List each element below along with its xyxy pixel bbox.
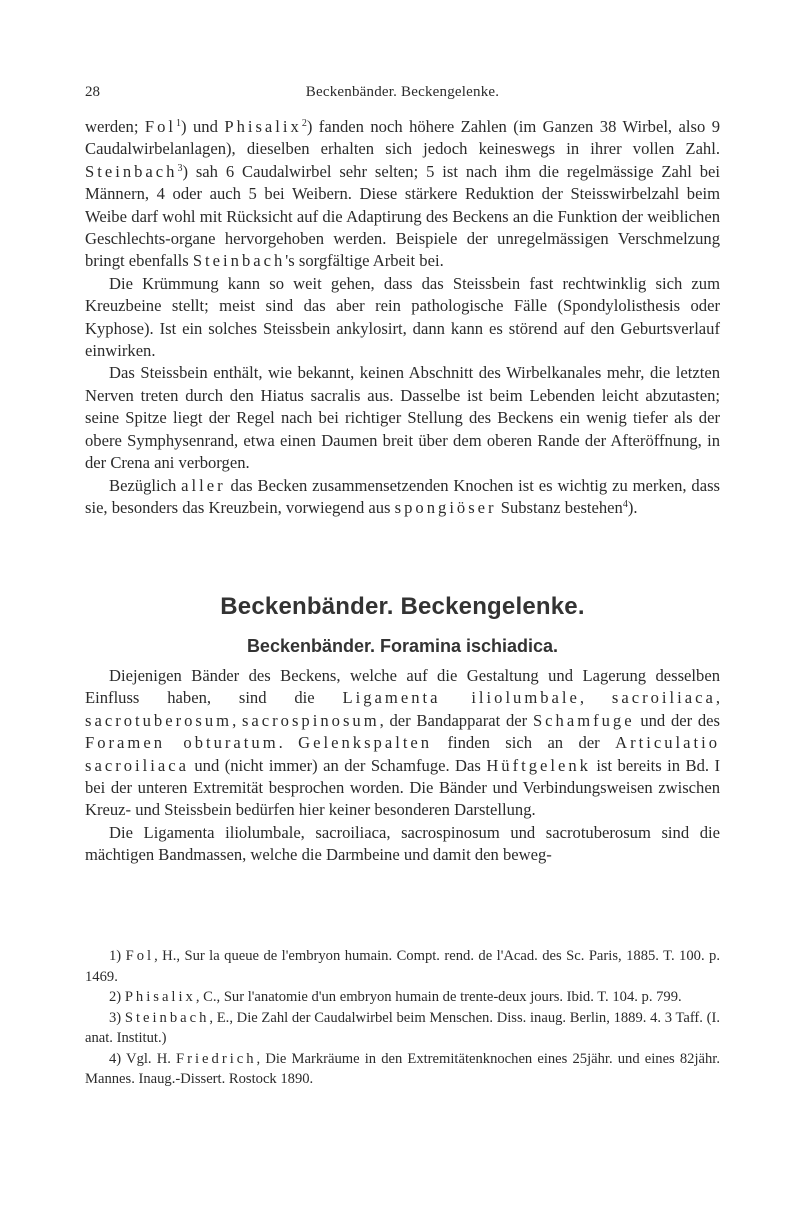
body-text [85, 116, 720, 519]
author-name: Phisalix [224, 117, 302, 136]
author-name: Fol [125, 948, 155, 964]
footnote-ref: 4 [622, 498, 628, 510]
emphasis: aller [181, 475, 226, 495]
running-head [85, 84, 720, 106]
emphasis: Foramen obturatum [85, 733, 279, 753]
paragraph-coccyx: Das Steissbein enthält, wie bekannt, keinen Abschnitt des Wirbelkanales mehr, die letzten Nerven treten durch den Hiatus sacralis aus. Dasselbe ist beim Lebenden leicht abzutasten; seine Spitze liegt der Regel nach bei richtiger Stellung des Beckens ein wenig tiefer als der obere Symphysenrand, etwa einen Daumen breit über dem oberen Rande der Afteröffnung, in der Crena ani verborgen. [85, 363, 720, 473]
page-number: 28 [85, 84, 100, 100]
emphasis: Gelenkspalten [298, 733, 433, 753]
author-name: Steinbach [192, 251, 286, 271]
footnote-ref: 1 [176, 118, 182, 129]
paragraph-curvature: Die Krümmung kann so weit gehen, dass das Steissbein fast rechtwinklig sich zum Kreuzbeine stellt; meist sind das aber rein pathologische Fälle (Spondylolisthesis oder Kyphose). Ist ein solches Steissbein ankylosirt, dann kann es störend auf den Geburtsverlauf einwirken. [85, 273, 720, 361]
footnote: 3) Steinbach, E., Die Zahl der Caudalwirbel beim Menschen. Diss. inaug. Berlin, 1889. 4. 3 Taff. (I. anat. Institut.) [85, 1009, 720, 1046]
footnote-ref: 2 [301, 118, 307, 129]
emphasis: sacroiliaca [611, 688, 716, 708]
chapter-heading: Beckenbänder. Beckengelenke. [220, 593, 585, 620]
paragraph-ligament-masses: Die Ligamenta iliolumbale, sacroiliaca, sacrospinosum und sacrotuberosum sind die mächtigen Bandmassen, welche die Darmbeine und damit den beweg- [85, 822, 720, 865]
paragraph-spongy-bone: Bezüglich aller das Becken zusammensetzenden Knochen ist es wichtig zu merken, dass sie, besonders das Kreuzbein, vorwiegend aus spongiöser Substanz bestehen$^4$). [85, 475, 720, 517]
author-name: Steinbach [124, 1009, 210, 1026]
author-name: Fol [144, 117, 177, 136]
footnote: 2) Phisalix, C., Sur l'anatomie d'un embryon humain de trente-deux jours. Ibid. T. 104. p. 799. [109, 989, 682, 1005]
footnote-ref: 3 [177, 162, 183, 174]
emphasis: Hüftgelenk [486, 755, 591, 775]
section-text [85, 665, 720, 867]
author-name: Friedrich [176, 1050, 257, 1067]
emphasis: sacrotuberosum [85, 710, 233, 730]
footnote: 1) Fol, H., Sur la queue de l'embryon humain. Compt. rend. de l'Acad. des Sc. Paris, 1885. T. 100. p. 1469. [85, 948, 720, 985]
emphasis: Ligamenta iliolumbale [342, 688, 580, 708]
emphasis: Articulatio sacroiliaca [85, 733, 721, 775]
paragraph-caudal-vertebrae: werden; Fol$^1$) und Phisalix$^2$) fanden noch höhere Zahlen (im Ganzen 38 Wirbel, also 9 Caudalwirbelanlagen), dieselben erhalten sich jedoch keineswegs in ihrer vollen Zahl. Steinbach$^3$) sah 6 Caudalwirbel sehr selten; 5 ist nach ihm die regelmässige Zahl bei Männern, 4 oder auch 5 bei Weibern. Diese stärkere Reduktion der Steisswirbelzahl beim Weibe darf wohl mit Rücksicht auf die Adaptirung des Beckens an die Funktion der weiblichen Geschlechts-organe hervorgehoben werden. Beispiele der unregelmässigen Verschmelzung bringt ebenfalls Steinbach's sorgfältige Arbeit bei. [85, 117, 720, 271]
footnotes [85, 946, 720, 1090]
paragraph-ligaments: Diejenigen Bänder des Beckens, welche auf die Gestaltung und Lagerung desselben Einfluss haben, sind die Ligamenta iliolumbale, sacroiliaca, sacrotuberosum, sacrospinosum, der Bandapparat der Schamfuge und der des Foramen obturatum. Gelenkspalten finden sich an der Articulatio sacroiliaca und (nicht immer) an der Schamfuge. Das Hüftgelenk ist bereits in Bd. I bei der unteren Extremität besprochen worden. Die Bänder und Verbindungsweisen zwischen Kreuz- und Steissbein bedürfen hier keiner besonderen Darstellung. [85, 666, 721, 820]
emphasis: spongiöser [394, 497, 497, 517]
emphasis: Schamfuge [532, 710, 635, 730]
emphasis: sacrospinosum [241, 710, 380, 730]
author-name: Steinbach [85, 161, 178, 181]
running-title: Beckenbänder. Beckengelenke. [305, 84, 500, 100]
footnote: 4) Vgl. H. Friedrich, Die Markräume in den Extremitätenknochen eines 25jähr. und eines 82jähr. Mannes. Inaug.-Dissert. Rostock 1890. [85, 1050, 720, 1087]
author-name: Phisalix [124, 989, 196, 1005]
section-heading: Beckenbänder. Foramina ischiadica. [246, 636, 559, 656]
